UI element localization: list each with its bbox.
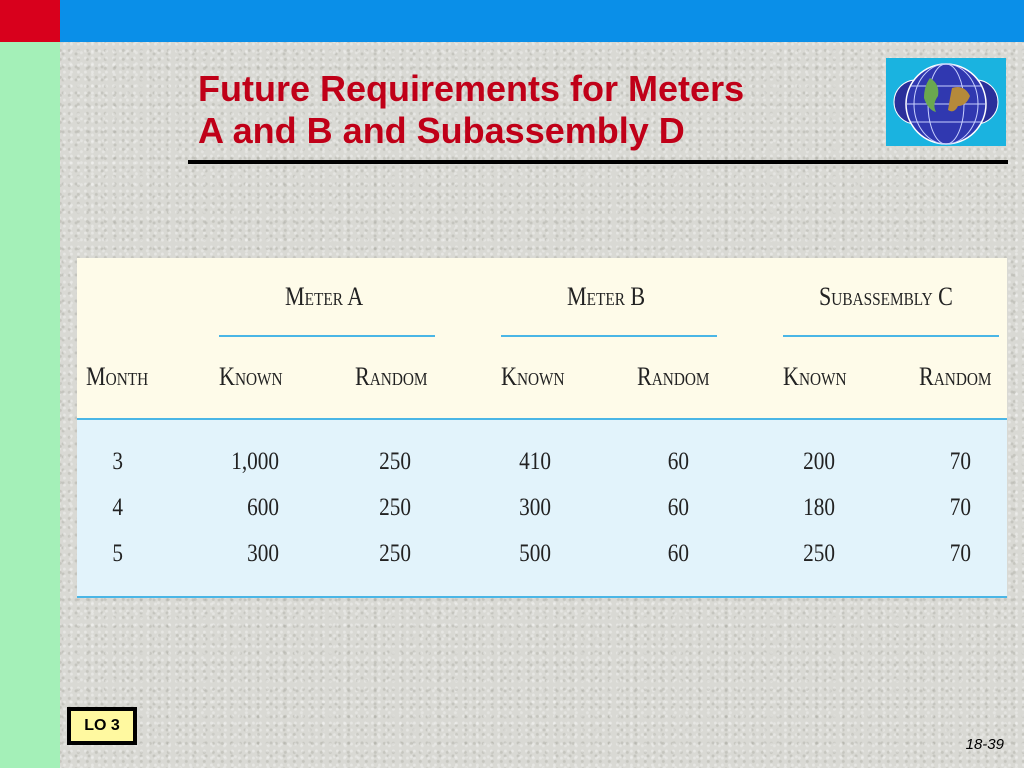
- group-divider-meter-b: [501, 335, 717, 337]
- globe-icon: [886, 58, 1006, 146]
- table-cell: 250: [379, 448, 411, 475]
- group-divider-subassembly-c: [783, 335, 999, 337]
- column-header-random: Random: [637, 362, 710, 391]
- top-bar: [60, 0, 1024, 42]
- lo-label: LO 3: [70, 710, 134, 742]
- learning-objective-badge: [67, 707, 137, 745]
- group-header-meter-b: Meter B: [567, 282, 646, 311]
- table-cell: 250: [379, 494, 411, 521]
- column-header-known: Known: [783, 362, 847, 391]
- group-divider-meter-a: [219, 335, 435, 337]
- table-cell: 60: [667, 448, 689, 475]
- title-underline: [188, 160, 1008, 164]
- table-cell: 1,000: [231, 448, 279, 475]
- column-header-random: Random: [919, 362, 992, 391]
- table-cell: 300: [519, 494, 551, 521]
- title-line-2: A and B and Subassembly D: [198, 110, 685, 151]
- column-header-known: Known: [501, 362, 565, 391]
- table-cell: 180: [803, 494, 835, 521]
- table-cell: 250: [379, 540, 411, 567]
- table-cell: 60: [667, 540, 689, 567]
- column-header-random: Random: [355, 362, 428, 391]
- slide-title: [198, 68, 878, 152]
- table-cell: 70: [949, 540, 971, 567]
- table-cell: 500: [519, 540, 551, 567]
- table-body: [77, 418, 1007, 596]
- left-bar: [0, 42, 60, 768]
- table-cell: 410: [519, 448, 551, 475]
- table-cell: 5: [112, 540, 123, 567]
- page-number: 18-39: [965, 736, 1004, 753]
- column-header-known: Known: [219, 362, 283, 391]
- title-line-1: Future Requirements for Meters: [198, 68, 745, 109]
- group-header-meter-a: Meter A: [285, 282, 364, 311]
- column-header-month: Month: [86, 362, 149, 391]
- table-cell: 60: [667, 494, 689, 521]
- group-header-subassembly-c: Subassembly C: [819, 282, 953, 311]
- table-cell: 3: [112, 448, 123, 475]
- corner-accent: [0, 0, 60, 42]
- requirements-table: [77, 258, 1007, 598]
- table-cell: 4: [112, 494, 123, 521]
- table-cell: 300: [247, 540, 279, 567]
- table-cell: 250: [803, 540, 835, 567]
- table-cell: 600: [247, 494, 279, 521]
- table-cell: 70: [949, 448, 971, 475]
- table-cell: 200: [803, 448, 835, 475]
- table-cell: 70: [949, 494, 971, 521]
